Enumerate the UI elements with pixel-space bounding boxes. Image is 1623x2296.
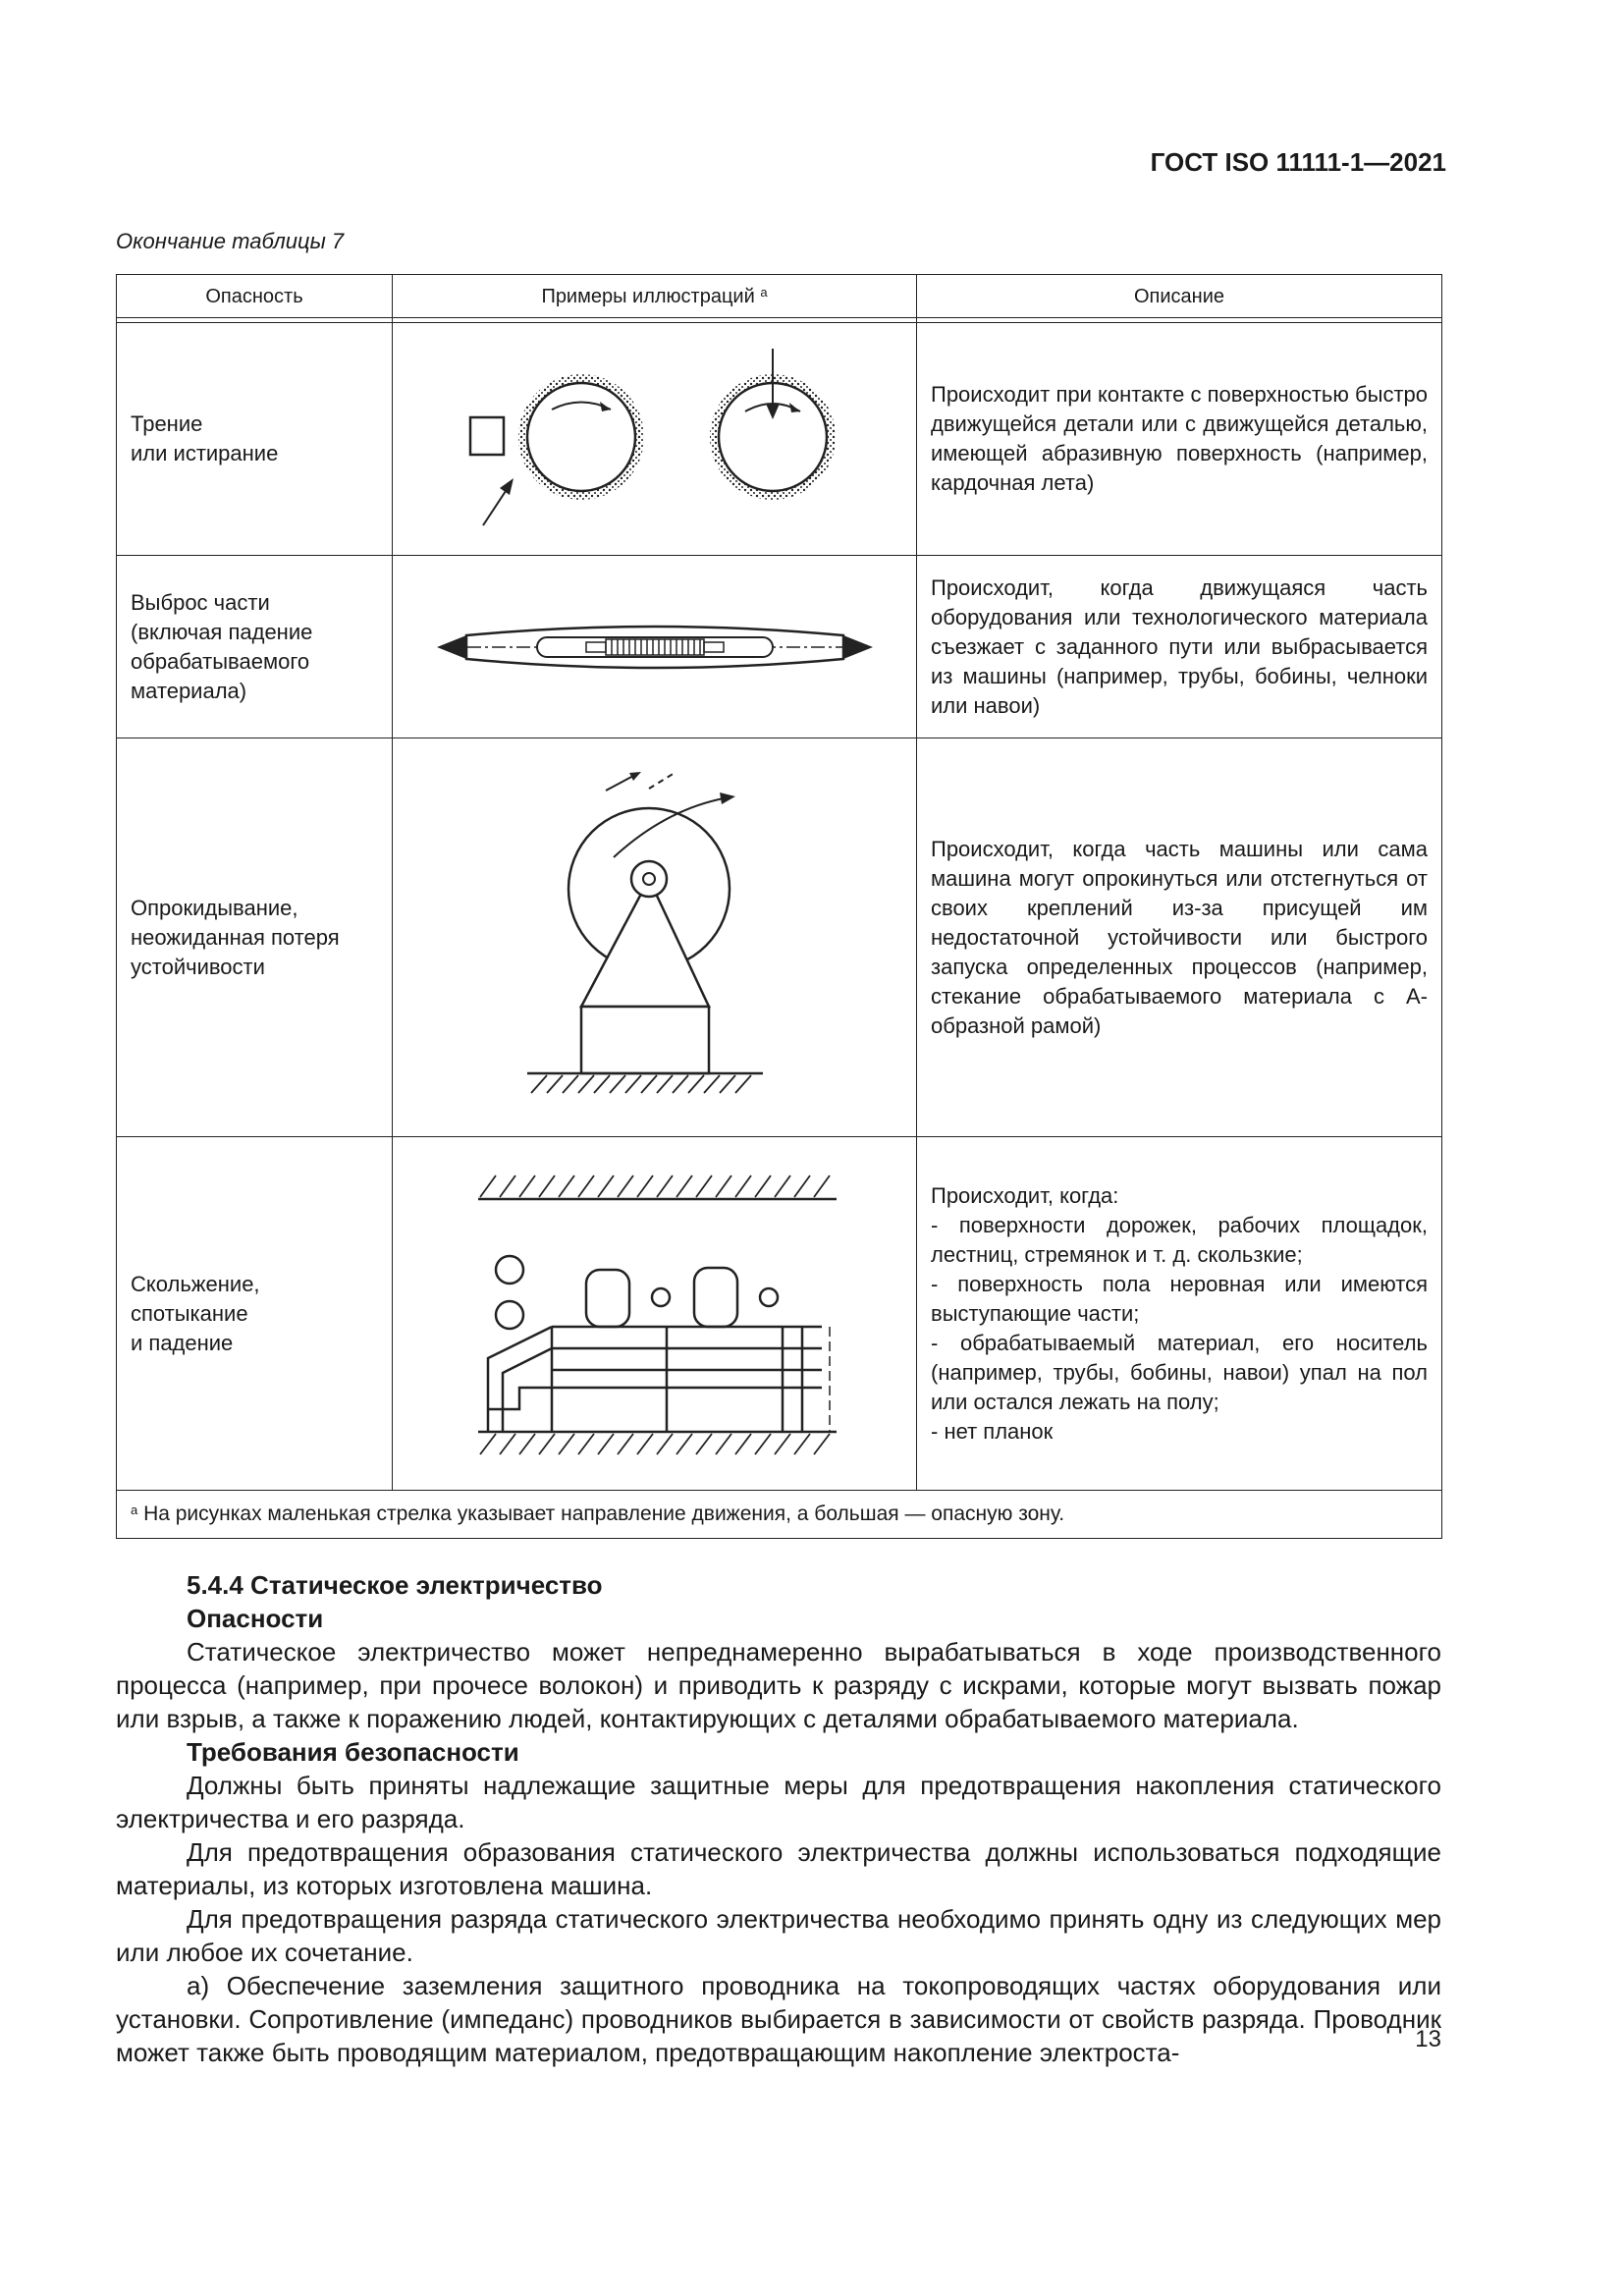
friction-illustration (449, 341, 861, 537)
paragraph: Статическое электричество может непреднамеренно вырабатываться в ходе производственного процесса (например, при прочесе волокон) и приводить к разряду с искрами, которые могут вызвать пожар или взрыв, а также к поражению людей, контактирующих с деталями обрабатываемого материала. (116, 1637, 1441, 1733)
illustration-cell (393, 556, 917, 738)
col-illustration-header (393, 275, 917, 318)
col-description-header: Описание (917, 275, 1442, 318)
page-number: 13 (1415, 2026, 1441, 2052)
table-row (117, 738, 1442, 1137)
table-row (117, 556, 1442, 738)
hazards-heading: Опасности (187, 1604, 324, 1633)
illustration-cell (393, 738, 917, 1137)
table-caption: Окончание таблицы 7 (116, 229, 345, 253)
illustration-cell (393, 1137, 917, 1491)
table-row (117, 323, 1442, 556)
description-cell: Происходит при контакте с поверхностью быстро движущейся детали или с движущейся деталью, имеющей абразивную поверхность (например, кардочная лета) (917, 323, 1442, 556)
col-illustration-label: Примеры иллюстраций (541, 285, 755, 307)
col-hazard-header: Опасность (117, 275, 393, 318)
paragraph: Для предотвращения разряда статического электричества необходимо принять одну из следующих мер или любое их сочетание. (116, 1904, 1441, 1967)
list-item: - поверхность пола неровная или имеются выступающие части; (931, 1271, 1428, 1326)
tipping-illustration (527, 751, 783, 1124)
hazard-cell: Опрокидывание, неожиданная потеря устойчивости (117, 738, 393, 1137)
shuttle-illustration (429, 608, 881, 686)
table-row (117, 1137, 1442, 1491)
description-cell: Происходит, когда движущаяся часть оборудования или технологического материала съезжает с заданного пути или выбрасывается из машины (например, трубы, бобины, челноки или навои) (917, 556, 1442, 738)
description-cell (917, 1137, 1442, 1491)
hazards-table (116, 274, 1442, 1539)
table-header-row (117, 275, 1442, 318)
list-item: - нет планок (931, 1418, 1054, 1444)
footnote-mark: a (131, 1503, 138, 1517)
requirements-heading: Требования безопасности (187, 1737, 519, 1767)
paragraph: Для предотвращения образования статического электричества должны использоваться подходящие материалы, из которых изготовлена машина. (116, 1837, 1441, 1900)
list-item: - обрабатываемый материал, его носитель (например, трубы, бобины, навои) упал на пол или остался лежать на полу; (931, 1330, 1428, 1414)
hazard-cell: Скольжение, спотыкание и падение (117, 1137, 393, 1491)
section-body (116, 1568, 1441, 2069)
footnote-mark: a (760, 284, 768, 300)
footnote-row (117, 1491, 1442, 1539)
illustration-cell (393, 323, 917, 556)
paragraph: а) Обеспечение заземления защитного проводника на токопроводящих частях оборудования или установки. Сопротивление (импеданс) проводников выбирается в зависимости от свойств разряда. Проводник может также быть проводящим материалом, предотвращающим накопление электроста- (116, 1971, 1441, 2067)
hazard-cell: Трение или истирание (117, 323, 393, 556)
slip-trip-illustration (459, 1152, 851, 1476)
description-intro: Происходит, когда: (931, 1182, 1119, 1208)
list-item: - поверхности дорожек, рабочих площадок, лестниц, стремянок и т. д. скользкие; (931, 1212, 1428, 1267)
hazard-cell: Выброс части (включая падение обрабатываемого материала) (117, 556, 393, 738)
table-footnote (117, 1491, 1442, 1539)
section-title: 5.4.4 Статическое электричество (187, 1570, 603, 1600)
page-header: ГОСТ ISO 11111-1—2021 (1150, 147, 1446, 177)
description-cell: Происходит, когда часть машины или сама машина могут опрокинуться или отстегнуться от своих креплений из-за присущей им недостаточной устойчивости или быстрого запуска определенных процессов (например, стекание обрабатываемого материала с А-образной рамой) (917, 738, 1442, 1137)
paragraph: Должны быть приняты надлежащие защитные меры для предотвращения накопления статического электричества и его разряда. (116, 1771, 1441, 1833)
footnote-text: На рисунках маленькая стрелка указывает направление движения, а большая — опасную зону. (143, 1503, 1065, 1525)
